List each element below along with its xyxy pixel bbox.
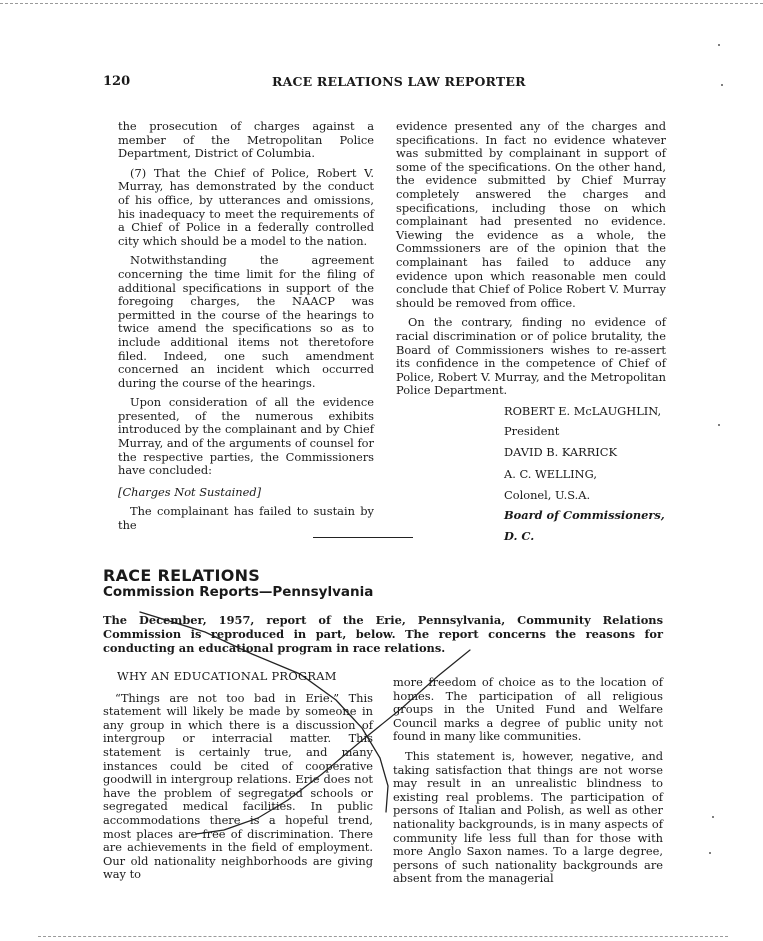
paragraph: the prosecution of charges against a member of the Metropolitan Police Department, District of Columbia. (118, 119, 374, 161)
bottom-right-column (393, 676, 663, 892)
scan-speck (718, 44, 720, 46)
paragraph: evidence presented any of the charges and specifications. In fact no evidence whatever was submitted by complainant in support of some of the specifications. On the other hand, the evidence submitted by Chief Murray completely answered the charges and specifications, including those on which complainant had presented no evidence. Viewing the evidence as a whole, the Commssioners are of the opinion that the complainant has failed to adduce any evidence upon which reasonable men could conclude that Chief of Police Robert V. Murray should be removed from office. (396, 119, 666, 310)
paragraph: more freedom of choice as to the location of homes. The participation of all religious groups in the United Fund and Welfare Council marks a degree of public unity not found in many like communities. (393, 675, 663, 744)
board-name: Board of Commissioners, (504, 508, 665, 523)
top-left-column (118, 120, 374, 539)
subheading: WHY AN EDUCATIONAL PROGRAM (117, 669, 337, 683)
section-subtitle: Commission Reports—Pennsylvania (103, 584, 374, 600)
bottom-left-column (103, 670, 373, 888)
signatory-name: DAVID B. KARRICK (504, 444, 618, 459)
section-heading: [Charges Not Sustained] (118, 484, 262, 499)
paragraph: (7) That the Chief of Police, Robert V. Murray, has demonstrated by the conduct of his office, by utterances and omissions, his inadequacy to meet the requirements of a Chief of Police in a federally controlled city which should be a model to the nation. (118, 165, 374, 248)
scan-speck (712, 816, 714, 818)
paragraph: On the contrary, finding no evidence of racial discrimination or of police brutality, the Board of Commissioners wishes to re-assert its confidence in the competence of Chief of Police, Robert V. Murray, and the Metropolitan Police Department. (396, 315, 666, 398)
signature-block (492, 404, 666, 544)
signatory-title: Colonel, U.S.A. (504, 487, 591, 502)
signatory-title: President (504, 424, 560, 439)
scan-speck (709, 852, 711, 854)
paragraph: Upon consideration of all the evidence presented, of the numerous exhibits introduced by the complainant and by Chief Murray, and of the arguments of counsel for the respective parties, the Commissioners have concluded: (118, 395, 374, 478)
top-right-column (396, 120, 666, 549)
paragraph: “Things are not too bad in Erie.” This statement will likely be made by someone in any group in which there is a discussion of intergroup or interracial matter. This statement is certainly true, and many instances could be cited of cooperative goodwill in intergroup relations. Erie does not have the problem of segregated schools or segregated medical facilities. In public accommodations there is a hopeful trend, most places are free of discrimination. There are achievements in the field of employment. Our old nationality neighborhoods are giving way to (103, 690, 373, 882)
scan-edge-bottom (38, 936, 728, 937)
scan-edge-top (0, 3, 763, 4)
running-head: RACE RELATIONS LAW REPORTER (272, 74, 526, 89)
section-divider (313, 537, 413, 538)
scan-speck (721, 84, 723, 86)
section-title: RACE RELATIONS (103, 566, 261, 585)
paragraph: This statement is, however, negative, and taking satisfaction that things are not worse may result in an unrealistic blindness to existing real problems. The participation of persons of Italian and Polish, as well as other nationality backgrounds, is in many aspects of community life less full than for those with more Anglo Saxon names. To a large degree, persons of such nationality backgrounds are absent from the managerial (393, 748, 663, 886)
scan-speck (718, 424, 720, 426)
paragraph: Notwithstanding the agreement concerning the time limit for the filing of additional specifications in support of the foregoing charges, the NAACP was permitted in the course of the hearings to twice amend the specifications so as to include additional items not theretofore filed. Indeed, one such amendment concerned an incident which occurred during the course of the hearings. (118, 253, 374, 390)
board-location: D. C. (504, 528, 535, 543)
signatory-name: ROBERT E. McLAUGHLIN, (504, 403, 662, 418)
editorial-intro: The December, 1957, report of the Erie, Pennsylvania, Community Relations Commission is reproduced in part, below. The report concerns the reasons for conducting an educational program in race relations. (103, 613, 663, 655)
paragraph: The complainant has failed to sustain by the (118, 504, 374, 533)
page-number: 120 (103, 74, 131, 89)
signatory-name: A. C. WELLING, (504, 467, 597, 482)
